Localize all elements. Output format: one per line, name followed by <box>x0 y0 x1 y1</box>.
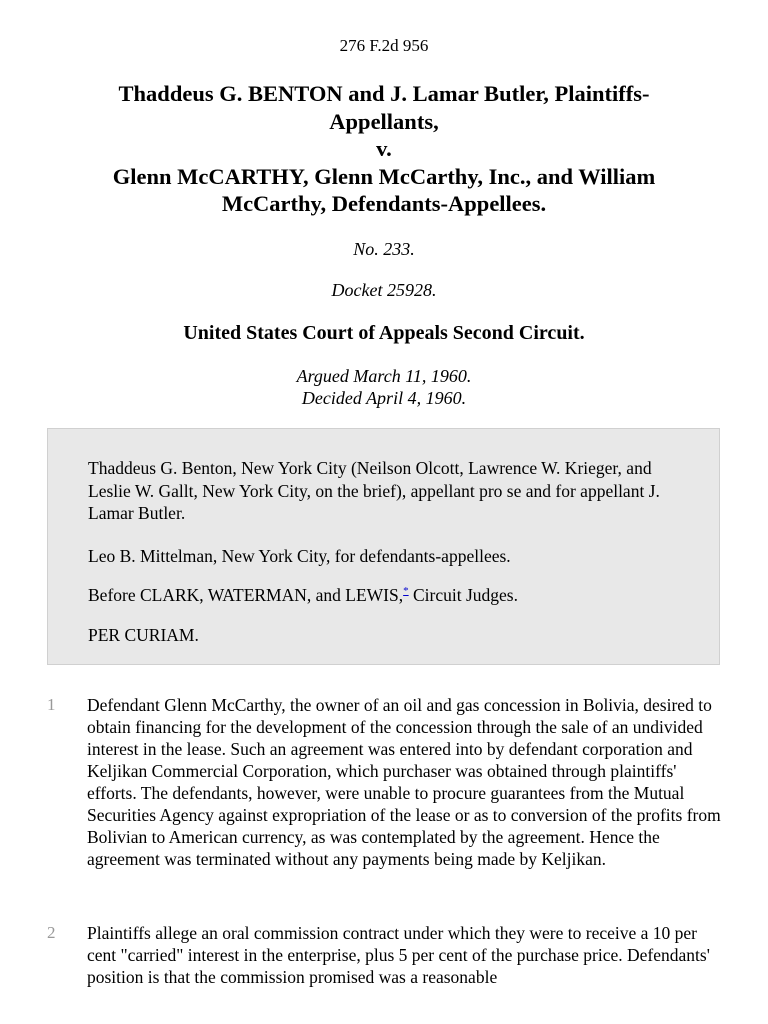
title-line-5: McCarthy, Defendants-Appellees. <box>221 191 547 216</box>
docket-number: Docket 25928. <box>331 280 437 300</box>
decided-date: Decided April 4, 1960. <box>301 388 467 408</box>
paragraph-text: Plaintiffs allege an oral commission contract under which they were to receive a 10 per cent "carried" interest in the enterprise, plus 5 per cent of the purchase price. Defendants' position is that the commission promised was a reasonable <box>87 923 710 987</box>
judges-line <box>88 584 678 607</box>
judges-suffix: Circuit Judges. <box>408 585 518 605</box>
per-curiam: PER CURIAM. <box>88 625 199 645</box>
paragraph-number: 1 <box>47 695 56 714</box>
case-title <box>60 80 708 218</box>
title-line-4: Glenn McCARTHY, Glenn McCarthy, Inc., and William <box>112 163 656 189</box>
title-line-2: Appellants, <box>329 108 439 134</box>
title-line-1: Thaddeus G. BENTON and J. Lamar Butler, Plaintiffs- <box>118 81 650 106</box>
case-citation: 276 F.2d 956 <box>339 36 429 55</box>
case-dates <box>0 365 768 409</box>
appellee-counsel: Leo B. Mittelman, New York City, for defendants-appellees. <box>88 546 511 566</box>
paragraph-number: 2 <box>47 923 56 942</box>
footnote-link[interactable]: * <box>403 585 409 598</box>
counsel-panel <box>47 428 720 665</box>
paragraph-text: Defendant Glenn McCarthy, the owner of an oil and gas concession in Bolivia, desired to obtain financing for the development of the concession through the sale of an undivided interest in the lease. Such an agreement was entered into by defendant corporation and Keljikan Commercial Corporation, which purchaser was obtained through plaintiffs' efforts. The defendants, however, were unable to procure guarantees from the Mutual Securities Agency against expropriation of the lease or as to conversion of the profits from Bolivian to American currency, as was contemplated by the agreement. Hence the agreement was terminated without any payments being made by Keljikan. <box>87 695 721 869</box>
appellant-counsel: Thaddeus G. Benton, New York City (Neilson Olcott, Lawrence W. Krieger, and Leslie W. Gallt, New York City, on the brief), appellant pro se and for appellant J. Lamar Butler. <box>88 458 660 523</box>
argued-date: Argued March 11, 1960. <box>296 366 472 386</box>
judges-prefix: Before CLARK, WATERMAN, and LEWIS, <box>88 585 404 605</box>
case-number: No. 233. <box>353 239 415 259</box>
title-line-3: v. <box>376 136 392 161</box>
court-name: United States Court of Appeals Second Circuit. <box>183 322 585 344</box>
